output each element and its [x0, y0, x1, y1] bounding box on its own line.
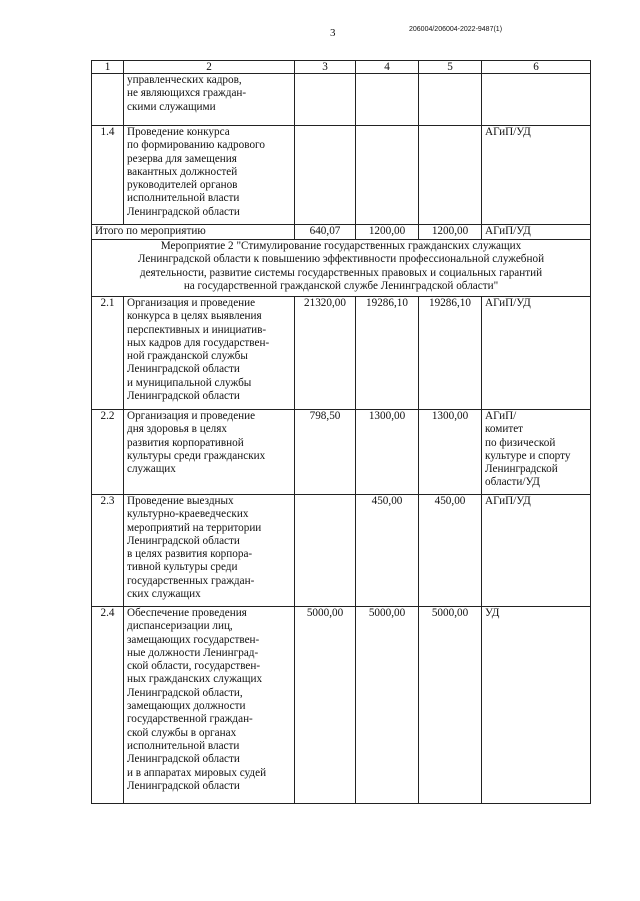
responsible: АГиП/УД — [482, 126, 591, 225]
value-col5 — [419, 126, 482, 225]
column-header: 1 — [92, 61, 124, 74]
responsible: АГиП/УД — [482, 495, 591, 607]
table-row — [92, 410, 591, 495]
column-number-row — [92, 61, 591, 74]
row-number: 2.1 — [92, 297, 124, 410]
value-col3 — [295, 74, 356, 126]
value-col3: 5000,00 — [295, 607, 356, 804]
activity-name: управленческих кадров, не являющихся граждан- скими служащими — [124, 74, 295, 126]
activity-name: Организация и проведение конкурса в целях выявления перспективных и инициатив- ных кадров для государствен- ной гражданской службы Ленинградской области и муниципальной службы Ленинградской области — [124, 297, 295, 410]
table-row — [92, 495, 591, 607]
value-col3 — [295, 495, 356, 607]
section-row — [92, 240, 591, 297]
total-col4: 1200,00 — [356, 225, 419, 240]
column-header: 6 — [482, 61, 591, 74]
activities-table — [91, 60, 591, 804]
activity-name: Проведение выездных культурно-краеведческих мероприятий на территории Ленинградской области в целях развития корпора- тивной культуры среди государственных граждан- ских служащих — [124, 495, 295, 607]
responsible: АГиП/УД — [482, 297, 591, 410]
value-col4 — [356, 74, 419, 126]
activity-name: Проведение конкурса по формированию кадрового резерва для замещения вакантных должностей руководителей органов исполнительной власти Ленинградской области — [124, 126, 295, 225]
value-col3 — [295, 126, 356, 225]
column-header: 5 — [419, 61, 482, 74]
value-col4: 450,00 — [356, 495, 419, 607]
responsible: УД — [482, 607, 591, 804]
total-responsible: АГиП/УД — [482, 225, 591, 240]
responsible — [482, 74, 591, 126]
activity-name: Обеспечение проведения диспансеризации лиц, замещающих государствен- ные должности Ленинград- ской области, государствен- ных гражданских служащих Ленинградской области, замещающих должности государственной граждан- ской службы в органах исполнительной власти Ленинградской области и в аппаратах мировых судей Ленинградской области — [124, 607, 295, 804]
row-number — [92, 74, 124, 126]
value-col5 — [419, 74, 482, 126]
value-col4: 1300,00 — [356, 410, 419, 495]
total-col3: 640,07 — [295, 225, 356, 240]
column-header: 2 — [124, 61, 295, 74]
section-title: Мероприятие 2 "Стимулирование государственных гражданских служащих Ленинградской области к повышению эффективности профессиональной служебной деятельности, развитие системы государственных правовых и социальных гарантий на государственной гражданской службе Ленинградской области" — [92, 240, 591, 297]
value-col5: 5000,00 — [419, 607, 482, 804]
value-col4 — [356, 126, 419, 225]
table-row — [92, 126, 591, 225]
value-col5: 450,00 — [419, 495, 482, 607]
total-row — [92, 225, 591, 240]
table-row — [92, 297, 591, 410]
page-number: 3 — [330, 27, 336, 39]
column-header: 4 — [356, 61, 419, 74]
total-col5: 1200,00 — [419, 225, 482, 240]
activity-name: Организация и проведение дня здоровья в целях развития корпоративной культуры среди гражданских служащих — [124, 410, 295, 495]
responsible: АГиП/ комитет по физической культуре и спорту Ленинградской области/УД — [482, 410, 591, 495]
value-col4: 5000,00 — [356, 607, 419, 804]
row-number: 2.3 — [92, 495, 124, 607]
value-col5: 19286,10 — [419, 297, 482, 410]
value-col3: 21320,00 — [295, 297, 356, 410]
table-row — [92, 607, 591, 804]
row-number: 2.4 — [92, 607, 124, 804]
row-number: 2.2 — [92, 410, 124, 495]
total-label: Итого по мероприятию — [92, 225, 295, 240]
row-number: 1.4 — [92, 126, 124, 225]
value-col4: 19286,10 — [356, 297, 419, 410]
column-header: 3 — [295, 61, 356, 74]
value-col5: 1300,00 — [419, 410, 482, 495]
table-row — [92, 74, 591, 126]
document-code: 206004/206004-2022-9487(1) — [409, 26, 503, 33]
value-col3: 798,50 — [295, 410, 356, 495]
